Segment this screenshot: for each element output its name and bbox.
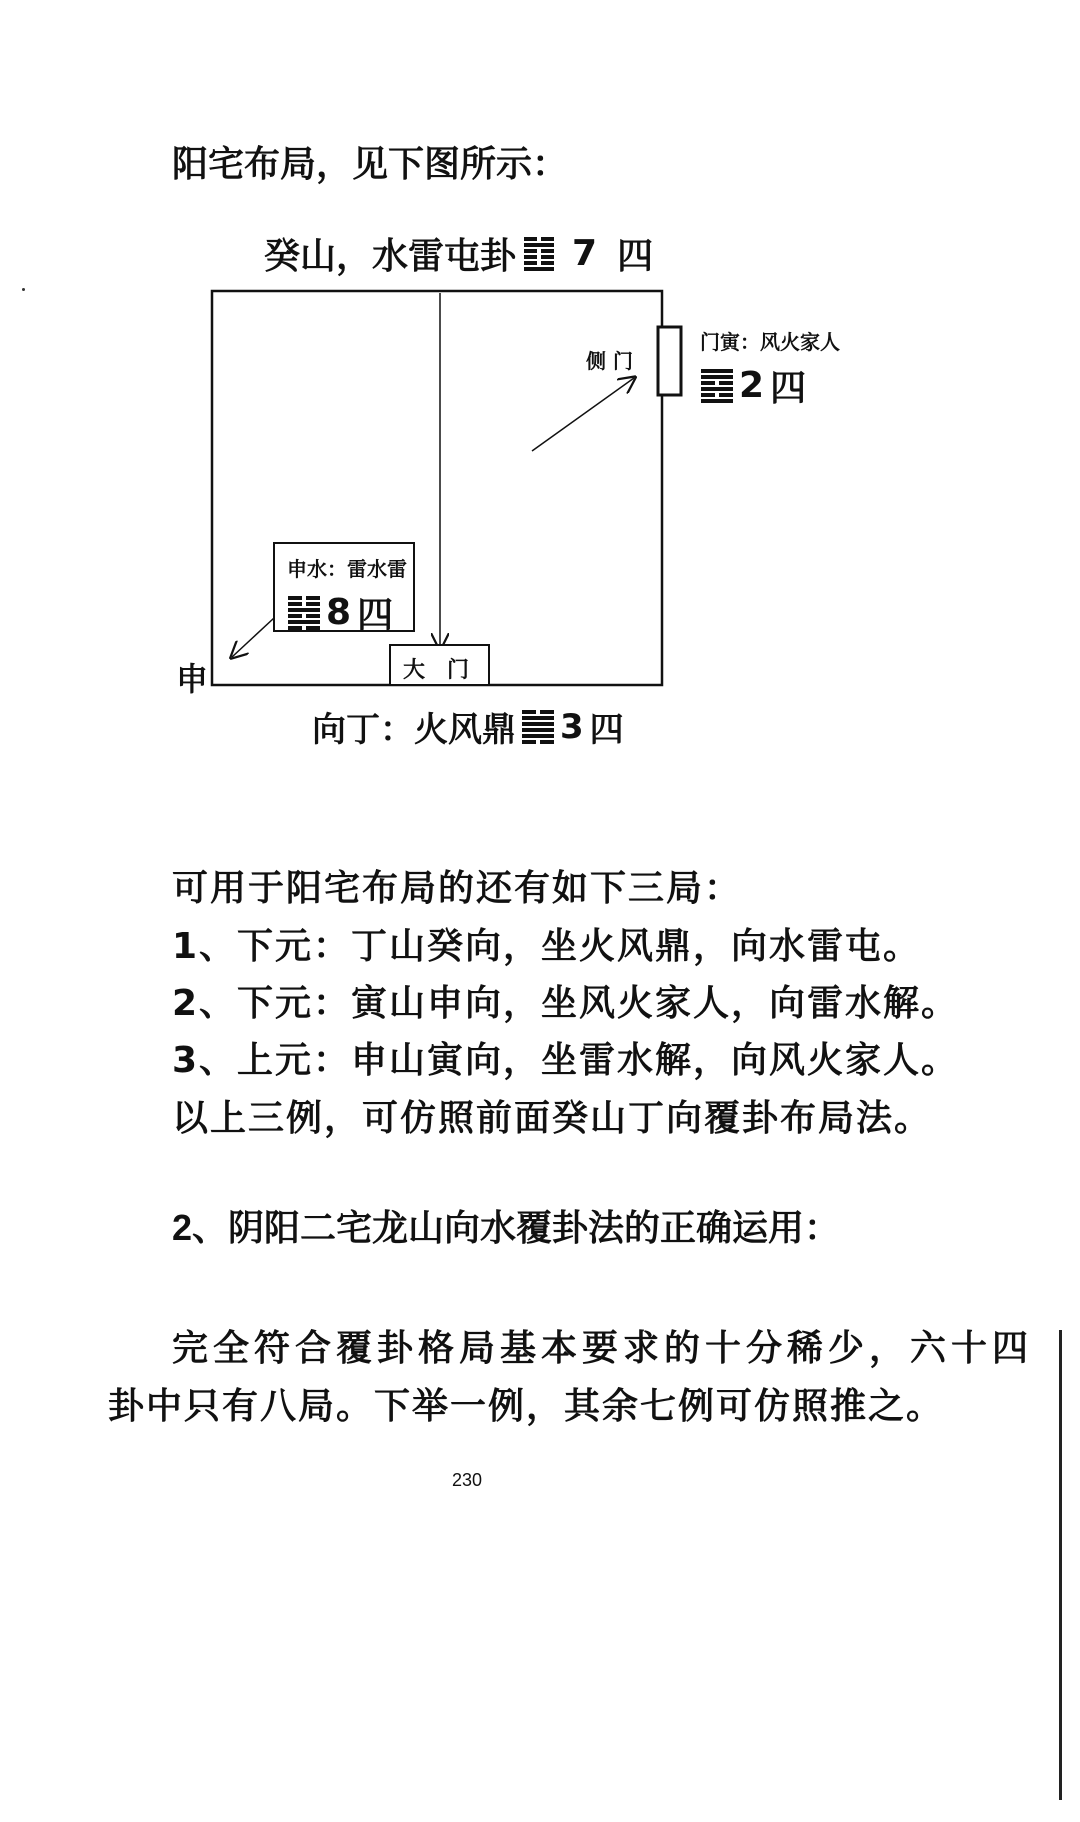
side-door-label: 侧 门 [586, 349, 633, 373]
intro-line: 阳宅布局，见下图所示： [172, 144, 569, 185]
paragraph-line-1: 完全符合覆卦格局基本要求的十分稀少，六十四 [172, 1328, 1034, 1369]
paragraph-line-2: 卦中只有八局。下举一例，其余七例可仿照推之。 [108, 1386, 945, 1427]
shen-yuan: 四 [357, 595, 394, 636]
top-label [264, 228, 653, 279]
scan-edge-line [1059, 1330, 1062, 1800]
section-title: 2、阴阳二宅龙山向水覆卦法的正确运用： [172, 1207, 841, 1248]
side-number: 2 [739, 365, 765, 406]
left-speck [22, 288, 25, 291]
hexagram-ding-icon [522, 708, 554, 746]
shen-number: 8 [326, 592, 352, 633]
shen-arrow [232, 618, 274, 657]
main-door-label: 大 门 [403, 658, 470, 683]
top-label-text: 癸山，水雷屯卦 [264, 236, 517, 277]
list-item-1: 1、下元：丁山癸向，坐火风鼎，向水雷屯。 [172, 926, 922, 967]
top-number: 7 [572, 233, 598, 274]
bottom-yuan: 四 [589, 710, 624, 750]
shen-box-hexagram-row [288, 587, 393, 638]
hexagram-jie-icon [288, 594, 320, 632]
side-door-hexagram-row [701, 360, 806, 411]
side-door-rect [658, 327, 681, 395]
side-door-caption: 门寅：风火家人 [700, 330, 840, 354]
bottom-label-text: 向丁：火风鼎 [312, 710, 516, 750]
list-item-2: 2、下元：寅山申向，坐风火家人，向雷水解。 [172, 983, 960, 1024]
page-number: 230 [452, 1470, 483, 1490]
side-door-arrow [532, 378, 634, 451]
hexagram-jiaren-icon [701, 367, 733, 405]
shen-direction-mark: 申 [176, 660, 209, 698]
house-layout-diagram [0, 0, 1080, 900]
lead-line: 可用于阳宅布局的还有如下三局： [172, 868, 743, 909]
hexagram-zhun-icon [524, 235, 554, 273]
side-yuan: 四 [770, 368, 807, 409]
top-yuan: 四 [617, 236, 654, 277]
bottom-number: 3 [560, 706, 584, 747]
list-item-3: 3、上元：申山寅向，坐雷水解，向风火家人。 [172, 1040, 960, 1081]
shen-box-caption: 申水：雷水雷 [287, 557, 407, 581]
bottom-label [312, 702, 624, 751]
summary-line: 以上三例，可仿照前面癸山丁向覆卦布局法。 [172, 1098, 933, 1139]
